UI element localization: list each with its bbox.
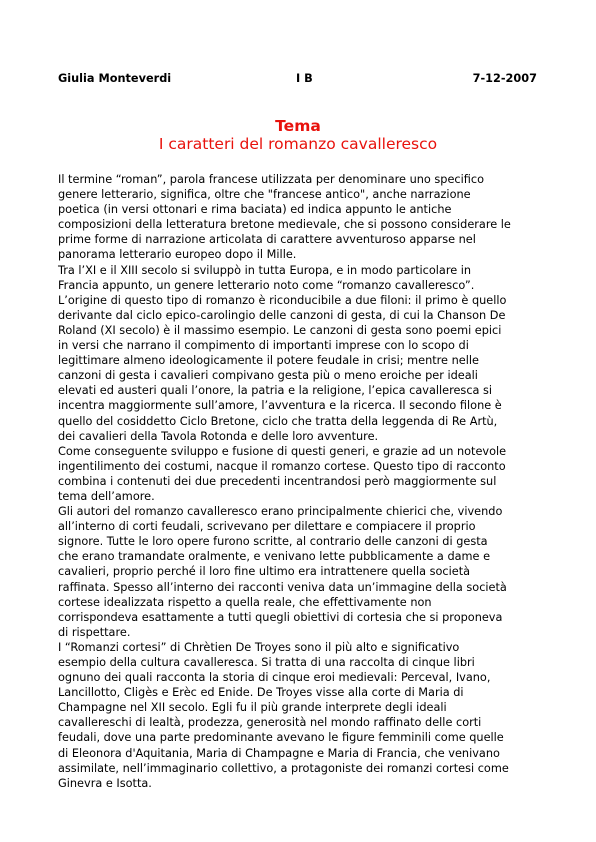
text-line: cavalieri, proprio perché il loro fine ultimo era intrattenere quella società [58, 565, 471, 579]
text-line: corrispondeva esattamente a tutti quegli obiettivi di cortesia che si proponeva [58, 610, 503, 624]
text-line: di Eleonora d'Aquitania, Maria di Champagne e Maria di Francia, che venivano [58, 746, 500, 760]
text-line: ognuno dei quali racconta la storia di cinque eroi medievali: Perceval, Ivano, [58, 671, 491, 685]
text-line: all’interno di corti feudali, scrivevano per dilettare e compiacere il proprio [58, 520, 476, 534]
text-line: tema dell’amore. [58, 489, 155, 503]
document-date: 7-12-2007 [472, 72, 537, 85]
text-line: Roland (XI secolo) è il massimo esempio. Le canzoni di gesta sono poemi epici [58, 323, 502, 337]
text-line: genere letterario, significa, oltre che "francese antico", anche narrazione [58, 188, 471, 202]
text-line: Tra l’XI e il XIII secolo si sviluppò in tutta Europa, e in modo particolare in [58, 263, 472, 277]
text-line: Il termine “roman”, parola francese utilizzata per denominare uno specifico [58, 173, 484, 186]
text-line: cavallereschi di lealtà, prodezza, generosità nel mondo raffinato delle corti [58, 716, 482, 730]
text-line: prime forme di narrazione articolata di carattere avventuroso apparse nel [58, 233, 476, 247]
document-subtitle: I caratteri del romanzo cavalleresco [158, 135, 438, 153]
text-line: Ginevra e Isotta. [58, 776, 152, 790]
class-label: I B [296, 72, 313, 85]
essay-body [58, 172, 548, 791]
text-line: Come conseguente sviluppo e fusione di questi generi, e grazie ad un notevole [58, 444, 507, 458]
text-line: derivante dal ciclo epico-carolingio delle canzoni di gesta, di cui la Chanson De [58, 308, 506, 322]
text-line: Lancillotto, Cligès e Erèc ed Enide. De Troyes visse alla corte di Maria di [58, 686, 464, 700]
text-line: L’origine di questo tipo di romanzo è riconducibile a due filoni: il primo è quello [58, 293, 507, 307]
text-line: cortese idealizzata rispetto a quella reale, che effettivamente non [58, 595, 432, 609]
text-line: legittimare almeno ideologicamente il potere feudale in crisi; mentre nelle [58, 354, 479, 368]
text-line: raffinata. Spesso all’interno dei racconti veniva data un’immagine della società [58, 580, 507, 594]
text-line: di rispettare. [58, 625, 131, 639]
text-line: quello del cosiddetto Ciclo Bretone, ciclo che tratta della leggenda di Re Artù, [58, 414, 498, 428]
text-line: combina i contenuti dei due precedenti incentrandosi però maggiormente sul [58, 474, 497, 488]
text-line: Francia appunto, un genere letterario noto come “romanzo cavalleresco”. [58, 278, 475, 292]
text-line: dei cavalieri della Tavola Rotonda e delle loro avventure. [58, 429, 379, 443]
text-line: ingentilimento dei costumi, nacque il romanzo cortese. Questo tipo di racconto [58, 459, 506, 473]
author-name: Giulia Monteverdi [58, 72, 172, 85]
document-title: Tema [275, 117, 321, 135]
text-line: incentra maggiormente sull’amore, l’avventura e la ricerca. Il secondo filone è [58, 399, 502, 413]
text-line: Gli autori del romanzo cavalleresco erano principalmente chierici che, vivendo [58, 505, 503, 519]
text-line: signore. Tutte le loro opere furono scritte, al contrario delle canzoni di gesta [58, 535, 488, 549]
text-line: feudali, dove una parte predominante avevano le figure femminili come quelle [58, 731, 504, 745]
text-line: composizioni della letteratura bretone medievale, che si possono considerare le [58, 218, 511, 232]
text-line: che erano tramandate oralmente, e venivano lette pubblicamente a dame e [58, 550, 491, 564]
text-line: esempio della cultura cavalleresca. Si tratta di una raccolta di cinque libri [58, 656, 475, 669]
text-line: in versi che narrano il compimento di importanti imprese con lo scopo di [58, 339, 469, 353]
text-line: canzoni di gesta i cavalieri compivano gesta più o meno eroiche per ideali [58, 369, 478, 383]
text-line: poetica (in versi ottonari e rima baciata) ed indica appunto le antiche [58, 203, 452, 217]
text-line: elevati ed austeri quali l’onore, la patria e la religione, l’epica cavalleresca si [58, 384, 493, 398]
text-line: Champagne nel XII secolo. Egli fu il più grande interprete degli ideali [58, 701, 447, 715]
text-line: assimilate, nell’immaginario collettivo, a protagoniste dei romanzi cortesi come [58, 761, 509, 775]
text-line: panorama letterario europeo dopo il Mille. [58, 248, 297, 262]
text-line: I “Romanzi cortesi” di Chrètien De Troyes sono il più alto e significativo [58, 640, 460, 654]
document-header [58, 72, 537, 88]
